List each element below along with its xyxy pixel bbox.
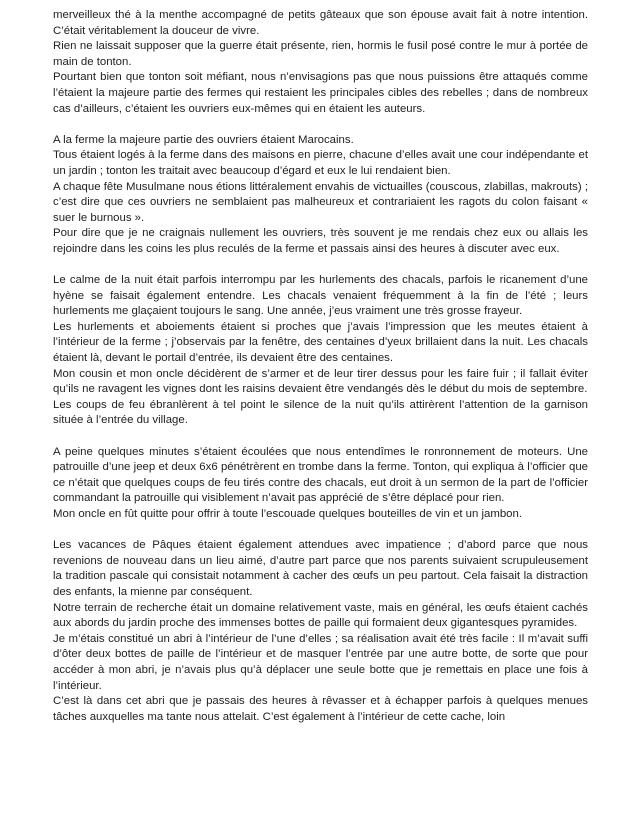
paragraph: Mon cousin et mon oncle décidèrent de s’armer et de leur tirer dessus pour les faire fuir ; il fallait éviter qu’ils ne ravagent les vignes dont les raisins devaient être vendangés dès le début du mois de septembre. <box>53 367 588 396</box>
section-workers <box>53 133 588 258</box>
paragraph: Tous étaient logés à la ferme dans des maisons en pierre, chacune d’elles avait une cour indépendante et un jardin ; tonton les traitait avec beaucoup d’égard et eux le lui rendaient bien. <box>53 149 588 177</box>
section-easter <box>53 538 588 725</box>
paragraph: A peine quelques minutes s’étaient écoulées que nous entendîmes le ronronnement de moteurs. Une patrouille d’une jeep et deux 6x6 pénétrèrent en trombe dans la ferme. Tonton, qui expliqua à l’officier que ce n’était que quelques coups de feu tirés contre des chacals, eut droit à un sermon de la part de l’officier commandant la patrouille qui visiblement n’avait pas apprécié de s’être déplacé pour rien. <box>53 445 588 505</box>
paragraph: Le calme de la nuit était parfois interrompu par les hurlements des chacals, parfois le ricanement d’une hyène se faisait également entendre. Les chacals venaient fréquemment à la fin de l’été ; leurs hurlements me glaçaient toujours le sang. Une année, j’eus vraiment une très grosse frayeur. <box>53 274 588 318</box>
section-patrol <box>53 445 588 523</box>
paragraph: Les vacances de Pâques étaient également attendues avec impatience ; d’abord parce que nous revenions de nouveau dans un lieu aimé, d’autre part parce que nos parents suivaient scrupuleusement la tradition pascale qui consistait notamment à cacher des œufs un peu partout. Cela faisait la distraction des enfants, la mienne par conséquent. <box>53 539 588 598</box>
paragraph: A la ferme la majeure partie des ouvriers étaient Marocains. <box>53 133 354 146</box>
paragraph: Rien ne laissait supposer que la guerre était présente, rien, hormis le fusil posé contre le mur à portée de main de tonton. <box>53 40 588 68</box>
paragraph: Mon oncle en fût quitte pour offrir à toute l’escouade quelques bouteilles de vin et un jambon. <box>53 508 523 520</box>
paragraph: Les coups de feu ébranlèrent à tel point le silence de la nuit qu’ils attirèrent l’attention de la garnison située à l’entrée du village. <box>53 398 588 427</box>
paragraph: Pourtant bien que tonton soit méfiant, nous n’envisagions pas que nous puissions être attaqués comme l’étaient la majeure partie des fermes qui restaient les principales cibles des rebelles ; dans de nombreux cas d’ailleurs, c’étaient les ouvriers eux-mêmes qui en étaient les auteurs. <box>53 71 588 115</box>
paragraph: Les hurlements et aboiements étaient si proches que j’avais l’impression que les meutes étaient à l’intérieur de la ferme ; j’observais par la fenêtre, des centaines d’yeux brillaient dans la nuit. Les chacals étaient là, devant le portail d’entrée, ils devaient être des centaines. <box>53 320 588 365</box>
paragraph: Je m’étais constitué un abri à l’intérieur de l’une d’elles ; sa réalisation avait été très facile : Il m’avait suffi d’ôter deux bottes de paille de l’intérieur et de masquer l’entrée par une autre botte, de sorte que pour accéder à mon abri, je n’avais plus qu’à déplacer une seule botte que je remettais en place une fois à l’intérieur. <box>53 632 588 692</box>
section-tea <box>53 8 588 117</box>
paragraph: A chaque fête Musulmane nous étions littéralement envahis de victuailles (couscous, zlabillas, makrouts) ; c’est dire que ces ouvriers ne semblaient pas malheureux et contrariaient les ragots du colon faisant « suer le burnous ». <box>53 180 588 224</box>
paragraph: C’est là dans cet abri que je passais des heures à rêvasser et à échapper parfois à quelques menues tâches auxquelles ma tante nous attelait. C’est également à l’intérieur de cette cache, loin <box>53 695 588 723</box>
paragraph: merveilleux thé à la menthe accompagné de petits gâteaux que son épouse avait fait à notre intention. C’était véritablement la douceur de vivre. <box>53 9 588 37</box>
section-jackals <box>53 273 588 429</box>
paragraph: Notre terrain de recherche était un domaine relativement vaste, mais en général, les œufs étaient cachés aux abords du jardin proche des immenses bottes de paille qui formaient deux gigantesques pyramides. <box>53 601 588 630</box>
paragraph: Pour dire que je ne craignais nullement les ouvriers, très souvent je me rendais chez eux ou allais les rejoindre dans les coins les plus reculés de la ferme et passais ainsi des heures à discuter avec eux. <box>53 227 588 255</box>
